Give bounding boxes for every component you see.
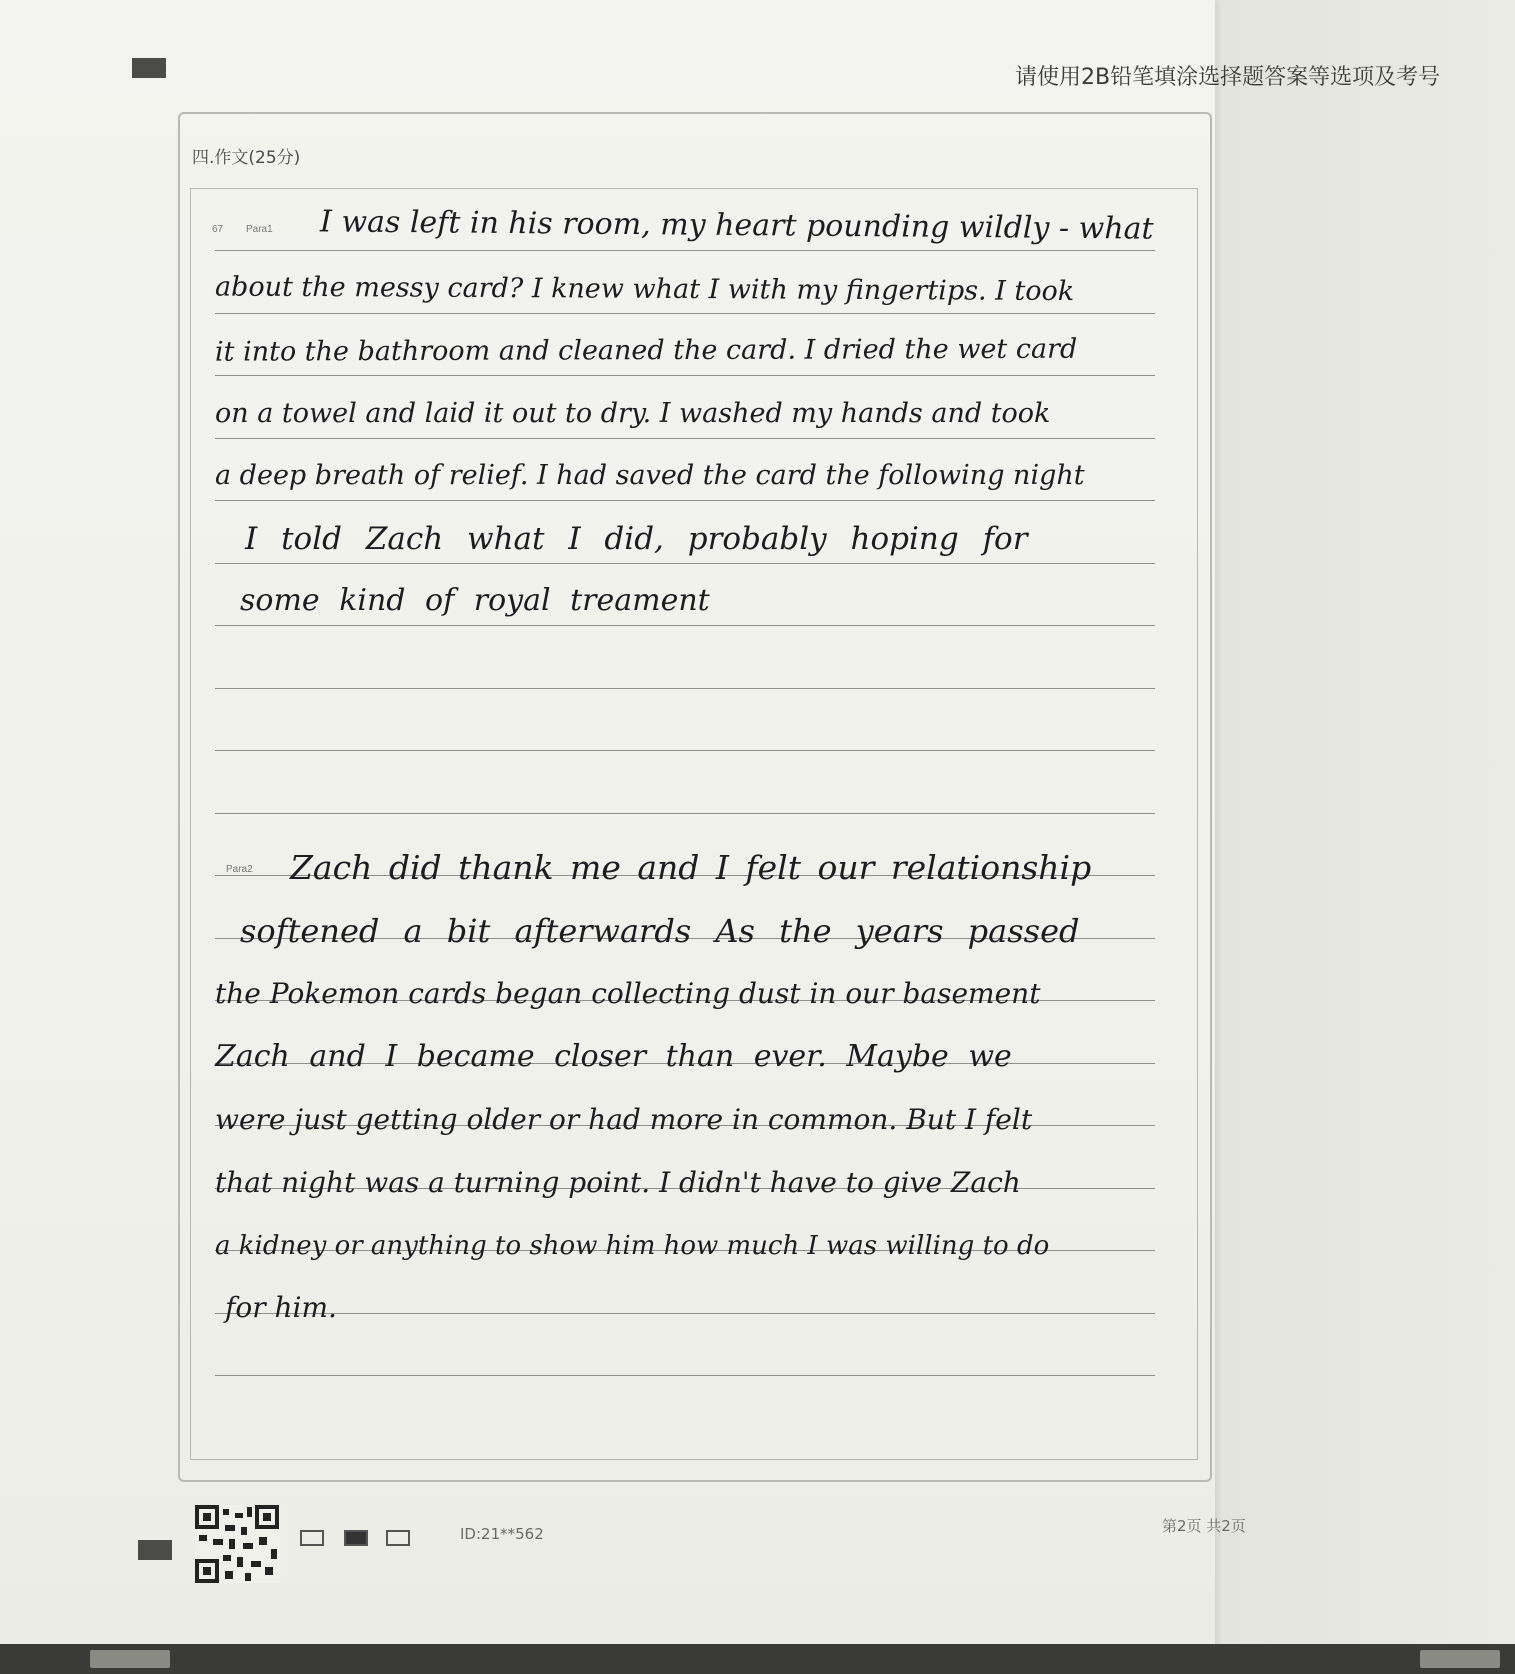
desk-object [90, 1650, 170, 1668]
handwritten-line: for him. [225, 1291, 337, 1324]
qr-code [195, 1505, 281, 1583]
handwritten-line: Zach did thank me and I felt our relationship [290, 848, 1092, 887]
handwritten-line: softened a bit afterwards As the years passed [240, 912, 1080, 950]
page-number: 第2页 共2页 [1162, 1517, 1246, 1535]
ruled-line [215, 1375, 1155, 1376]
handwritten-line: some kind of royal treament [240, 583, 710, 618]
mark-box-filled [344, 1530, 368, 1546]
handwritten-line: the Pokemon cards began collecting dust in our basement [215, 977, 1041, 1010]
mark-box [300, 1530, 324, 1546]
adjacent-sheet [1215, 0, 1515, 1674]
desk-edge [0, 1644, 1515, 1674]
ruled-line [215, 688, 1155, 689]
handwritten-line: about the messy card? I knew what I with my fingertips. I took [214, 271, 1075, 308]
paragraph-label: Para2 [226, 864, 253, 875]
alignment-mark-top-left [132, 58, 166, 78]
mark-box [386, 1530, 410, 1546]
handwritten-line: that night was a turning point. I didn't have to give Zach [215, 1166, 1021, 1199]
question-number: 67 [212, 224, 224, 235]
ruled-line [215, 813, 1155, 814]
handwritten-line: I told Zach what I did, probably hoping for [245, 521, 1028, 557]
paragraph-label: Para1 [246, 224, 273, 235]
sheet-id: ID:21**562 [460, 1525, 544, 1543]
handwritten-line: Zach and I became closer than ever. Maybe we [215, 1039, 1012, 1074]
handwritten-line: a kidney or anything to show him how much I was willing to do [215, 1231, 1050, 1261]
header-instruction: 请使用2B铅笔填涂选择题答案等选项及考号 [1015, 65, 1441, 90]
ruled-line [215, 750, 1155, 751]
handwritten-line: I was left in his room, my heart pounding wildly - what [319, 204, 1154, 247]
alignment-mark-bottom-left [138, 1540, 172, 1560]
section-title: 四.作文(25分) [192, 148, 301, 168]
handwritten-line: a deep breath of relief. I had saved the card the following night [215, 460, 1085, 491]
handwritten-line: it into the bathroom and cleaned the card. I dried the wet card [214, 333, 1078, 368]
desk-object [1420, 1650, 1500, 1668]
handwritten-line: on a towel and laid it out to dry. I washed my hands and took [215, 398, 1051, 429]
handwritten-line: were just getting older or had more in common. But I felt [215, 1103, 1033, 1136]
